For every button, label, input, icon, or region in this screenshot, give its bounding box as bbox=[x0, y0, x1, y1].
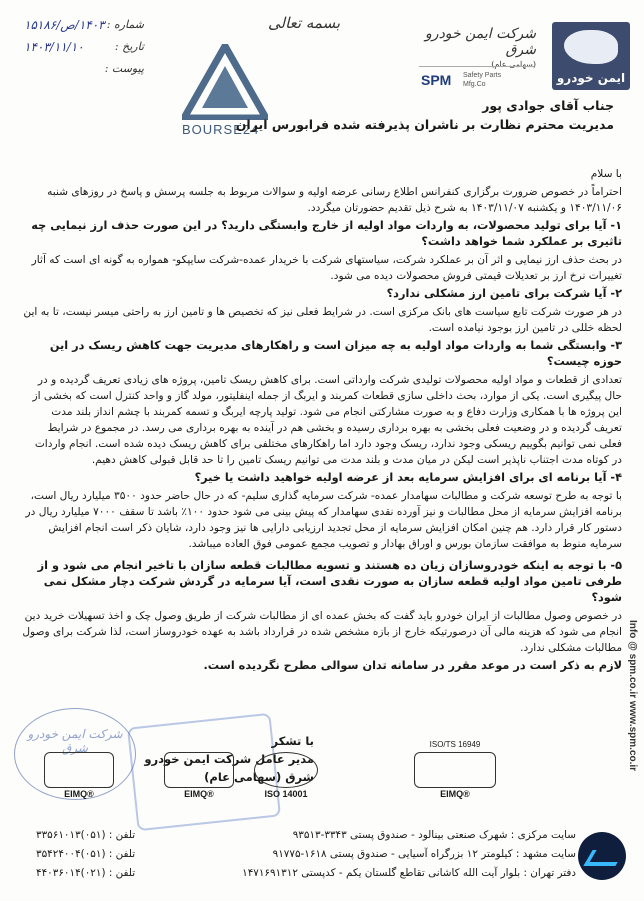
question-3: ۳- وابستگی شما به واردات مواد اولیه به چه میزان است و راهکارهای مدیریت جهت کاهش ریسک در این حوزه چیست؟ bbox=[49, 339, 622, 368]
answer-5: در خصوص وصول مطالبات از ایران خودرو باید گفت که بخش عمده ای از مطالبات شرکت از طریق وصول چک و اخذ تسهیلات خرید دین انجام می شود که هزینه مالی آن درصورتیکه خارج از بازه مشخص شده در قرارداد باشد به عهده خودروساز است، لذا شرکت برای وصول مطالبات مشکلی ندارد. bbox=[22, 610, 622, 654]
answer-1: در بحث حذف ارز نیمایی و اثر آن بر عملکرد شرکت، سیاستهای شرکت با خریدار عمده-شرکت سایپکو- همواره به گونه ای است که آثار تغییرات نرخ ارز بر تعدیلات قیمتی فروش محصولات دیده می شود. bbox=[31, 254, 622, 282]
question-2: ۲- آیا شرکت برای تامین ارز مشکلی ندارد؟ bbox=[386, 287, 622, 300]
letter-meta: شماره : ۱۴۰۳/ص/۱۵۱۸۶ تاریخ : ۱۴۰۳/۱۱/۱۰ پیوست : bbox=[24, 18, 144, 75]
cert-logo-2: ISO 14001 bbox=[254, 752, 318, 808]
company-logo bbox=[552, 22, 630, 90]
greeting: با سلام bbox=[590, 168, 622, 180]
footer-line: سایت مرکزی : شهرک صنعتی بینالود - صندوق پستی ۳۳۴۳-۹۳۵۱۳ تلفن : (۰۵۱)۳۳۵۶۱۰۱۳ bbox=[36, 829, 576, 841]
company-type: (سهامی عام) bbox=[491, 60, 536, 69]
footer-line: سایت مشهد : کیلومتر ۱۲ بزرگراه آسیایی - صندوق پستی ۱۶۱۸-۹۱۷۷۵ تلفن : (۰۵۱)۳۵۴۲۴۰۰۴ bbox=[36, 848, 576, 860]
answer-4: با توجه به طرح توسعه شرکت و مطالبات سهامدار عمده- شرکت سرمایه گذاری سلیم- که در حال حاضر حدود ۳۵۰۰ میلیارد ریال است، برنامه افزایش سرمایه از محل مطالبات و نیز آورده نقدی سهامدار که پیش بینی می شود حدود ۱۰۰٪ باشد تا سقف ۷۰۰۰ میلیارد ریال در دستور کار قرار دارد. هم چنین امکان افزایش سرمایه از محل تجدید ارزیابی دارایی ها نیز وجود دارد، شایان ذکر است انجام افزایش سرمایه منوط به موافقت سازمان بورس و اوراق بهادار و تصویب مجمع عمومی فوق العاده میباشد. bbox=[25, 490, 622, 550]
signer-title: مدیر عامل شرکت ایمن خودرو شرق (سهامی عام) bbox=[144, 752, 314, 784]
trend-arrow-icon bbox=[578, 832, 626, 880]
letter-body bbox=[22, 166, 622, 676]
footer-addresses bbox=[36, 826, 576, 883]
thanks: با تشکر bbox=[271, 734, 314, 748]
intro-paragraph: احتراماً در خصوص ضرورت برگزاری کنفرانس اطلاع رسانی عرضه اولیه و سوالات مربوط به جلسه پرسش و پاسخ در روزهای شنبه ۱۴۰۳/۱۱/۰۶ و یکشنبه ۱۴۰۳/۱۱/۰۷ به شرح ذیل تقدیم حضورتان میگردد. bbox=[47, 186, 622, 214]
cert-logo-4: EIMQ® bbox=[44, 752, 114, 808]
brand-name: ایمن خودرو bbox=[556, 71, 626, 85]
answer-2: در هر صورت شرکت تابع سیاست های بانک مرکزی است. در شرایط فعلی نیز که تخصیص ها و تامین ارز به راحتی میسر نیست، تا به این لحظه خللی در تامین ارز بوجود نیامده است. bbox=[23, 306, 622, 334]
addressee-name: جناب آقای جوادی پور bbox=[482, 98, 614, 113]
spm-logo: SPM Safety Parts Mfg.Co bbox=[419, 66, 534, 93]
addressee bbox=[24, 96, 614, 134]
footer-line: دفتر تهران : بلوار آیت الله کاشانی تقاطع گلستان یکم - کدپستی ۱۴۷۱۶۹۱۳۱۲ تلفن : (۰۲۱)۴۴۰۳۶۰۱۴ bbox=[36, 867, 576, 879]
addressee-title: مدیریت محترم نظارت بر ناشران پذیرفته شده فرابورس ایران bbox=[235, 117, 614, 132]
company-seal: شرکت ایمن خودرو شرق bbox=[14, 708, 136, 800]
horse-icon bbox=[564, 30, 618, 64]
company-name: شرکت ایمن خودرو شرق (سهامی عام) bbox=[416, 26, 536, 69]
question-4: ۴- آیا برنامه ای برای افزایش سرمایه بعد از عرضه اولیه خواهید داشت یا خیر؟ bbox=[194, 471, 622, 484]
cert-logo-3: EIMQ® bbox=[164, 752, 234, 808]
question-5: ۵- با توجه به اینکه خودروسازان زیان ده هستند و تسویه مطالبات قطعه سازان با تاخیر انجام می شود و از طرفی تامین مواد اولیه قطعه سازان به صورت نقدی است، آیا سرمایه در گردش شرکت دچار مشکل نمی شود؟ bbox=[37, 559, 622, 604]
answer-3: تعدادی از قطعات و مواد اولیه محصولات تولیدی شرکت وارداتی است. برای کاهش ریسک تامین، پروژه های زیادی تعریف گردیده و در حال پیگیری است. یکی از موارد، بحث داخلی سازی قطعات کمربند و ایربگ از جمله اینفلیتور، مولد گاز و واحد کنترل است که بخشی از این پروژه ها با همکاری وزارت دفاع و به صورت مشارکتی انجام می شود. تولید پارچه ایربگ و تسمه کمربند با چشم انداز بلند مدت تعریف گردیده و در وضعیت فعلی بخشی به بهره برداری رسیده و بخشی هم در آینده به بهره برداری می رسد. در مجموع در شرایط فعلی نمی توانیم بگوییم ریسکی وجود ندارد، ریسک وجود دارد اما راهکارهای مختلفی برای کاهش ریسک دیده شده است. انجام واردات در کوتاه مدت اجتناب ناپذیر است لیکن در میان مدت و بلند مدت می توانیم ریسک تامین را تا حد قابل قبولی کاهش دهیم. bbox=[32, 374, 622, 466]
website-sidebar: Info @ spm.co.ir www.spm.co.ir bbox=[627, 620, 638, 772]
bismillah: بسمه تعالی bbox=[268, 14, 341, 32]
bourse24-label: BOURSE24 bbox=[182, 122, 260, 137]
closing-note: لازم به ذکر است در موعد مقرر در سامانه تدان سوالی مطرح نگردیده است. bbox=[203, 659, 622, 672]
question-1: ۱- آیا برای تولید محصولات، به واردات مواد اولیه از خارج وابستگی دارید؟ در این صورت حذف ارز نیمایی چه تاثیری بر عملکرد شما خواهد داشت؟ bbox=[31, 219, 622, 248]
cert-logo-1: ISO/TS 16949 EIMQ® bbox=[414, 752, 496, 808]
